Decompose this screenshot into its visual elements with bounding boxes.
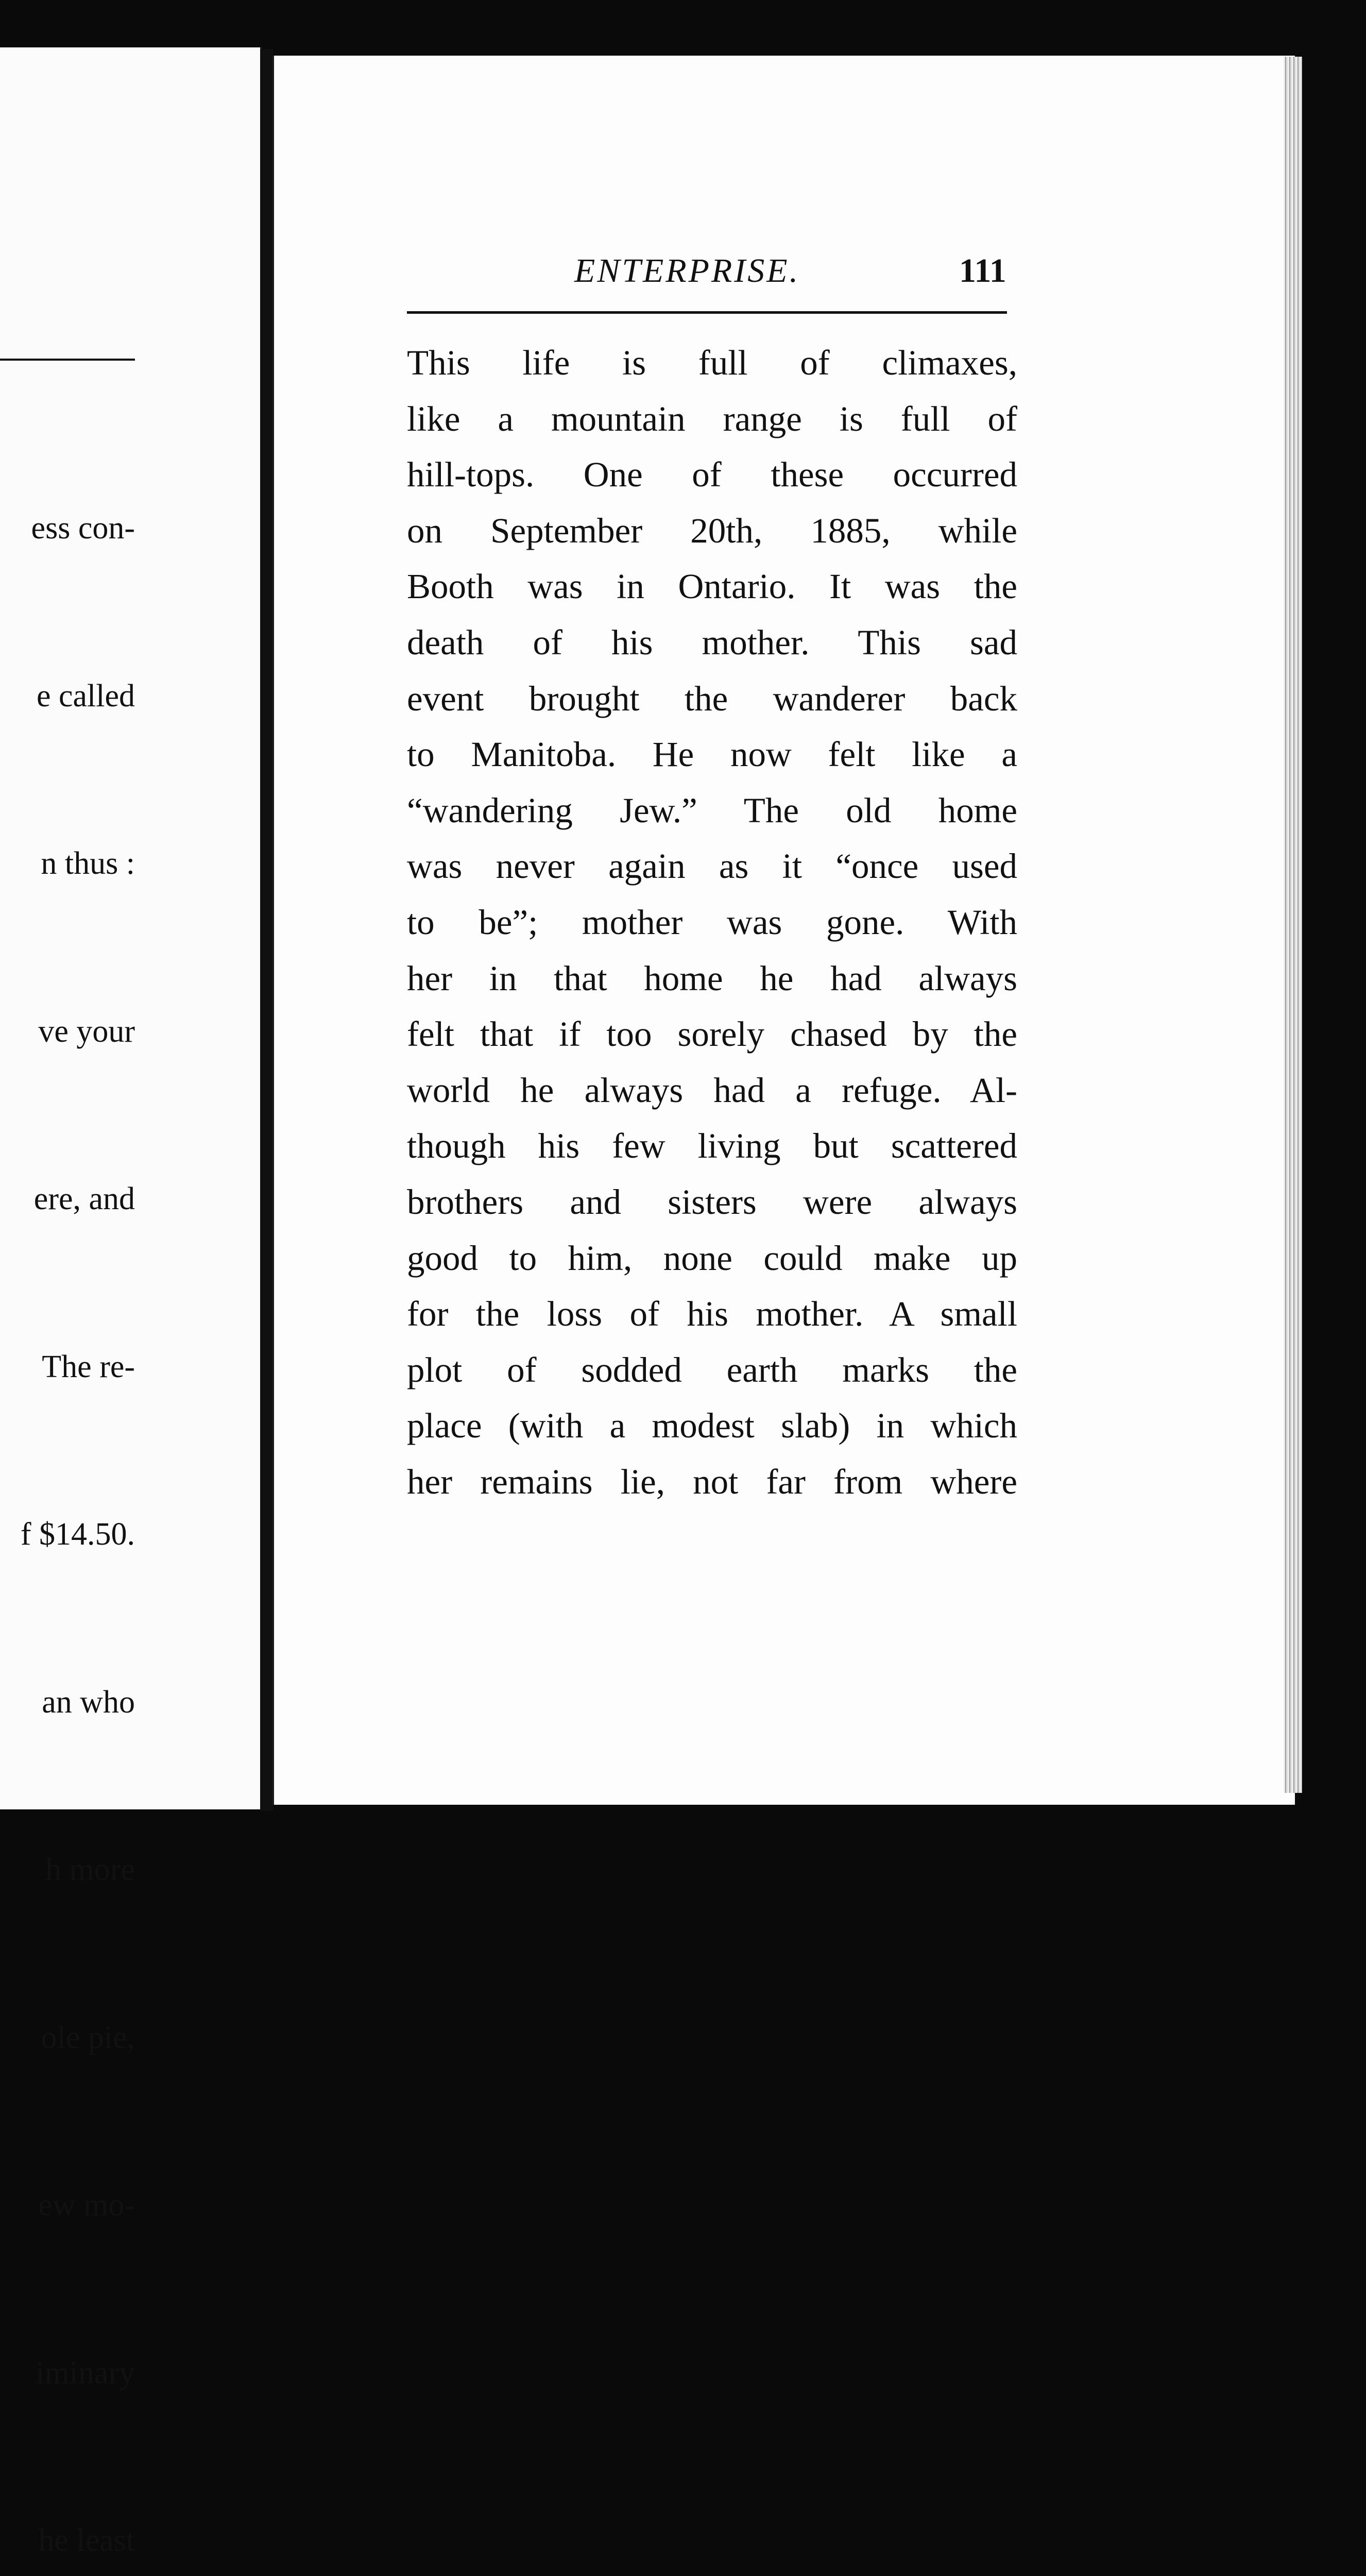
- left-line: ess con-: [31, 511, 135, 546]
- left-line: f $14.50.: [20, 1517, 135, 1552]
- text-line: This life is full of climaxes,: [407, 343, 1017, 382]
- text-line: plot of sodded earth marks the: [407, 1350, 1017, 1389]
- page-edges: [1284, 57, 1302, 1793]
- left-page: [0, 47, 262, 2558]
- text-line: “wandering Jew.” The old home: [407, 790, 1017, 830]
- left-line: he least: [38, 2523, 135, 2558]
- text-line: her remains lie, not far from where: [407, 1462, 1017, 1501]
- text-line: world he always had a refuge. Al-: [407, 1070, 1017, 1110]
- text-line: good to him, none could make up: [407, 1238, 1017, 1278]
- text-line: Booth was in Ontario. It was the: [407, 567, 1017, 606]
- text-line: hill-tops. One of these occurred: [407, 455, 1017, 495]
- left-line: h more: [45, 1852, 135, 1887]
- left-line: ew mo-: [38, 2188, 135, 2223]
- left-line: an who: [42, 1684, 135, 1720]
- text-line: though his few living but scattered: [407, 1126, 1017, 1166]
- left-line: iminary: [36, 2355, 135, 2391]
- book-spine: [260, 49, 273, 1811]
- text-line: brothers and sisters were always: [407, 1182, 1017, 1222]
- left-line: ere, and: [33, 1181, 135, 1216]
- text-line: event brought the wanderer back: [407, 679, 1017, 718]
- left-line: ve your: [38, 1013, 135, 1049]
- text-line: like a mountain range is full of: [407, 399, 1017, 438]
- left-line: e called: [36, 678, 135, 714]
- left-line: The re-: [42, 1349, 135, 1384]
- left-page-text: [21, 388, 135, 2576]
- text-line: to be”; mother was gone. With: [407, 902, 1017, 942]
- running-head: ENTERPRISE.: [574, 252, 800, 290]
- page-number: 111: [959, 252, 1006, 290]
- text-line: place (with a modest slab) in which: [407, 1406, 1017, 1446]
- text-line: for the loss of his mother. A small: [407, 1294, 1017, 1334]
- text-line: her in that home he had always: [407, 958, 1017, 998]
- text-line: on September 20th, 1885, while: [407, 511, 1017, 550]
- left-page-rule: [0, 359, 135, 361]
- body-text: [407, 335, 1017, 1510]
- text-line: death of his mother. This sad: [407, 622, 1017, 662]
- left-line: ole pie,: [41, 2020, 135, 2055]
- text-line: was never again as it “once used: [407, 846, 1017, 886]
- text-line: felt that if too sorely chased by the: [407, 1014, 1017, 1054]
- left-line: n thus :: [41, 846, 135, 881]
- text-line: to Manitoba. He now felt like a: [407, 735, 1017, 774]
- header-rule: [407, 311, 1007, 314]
